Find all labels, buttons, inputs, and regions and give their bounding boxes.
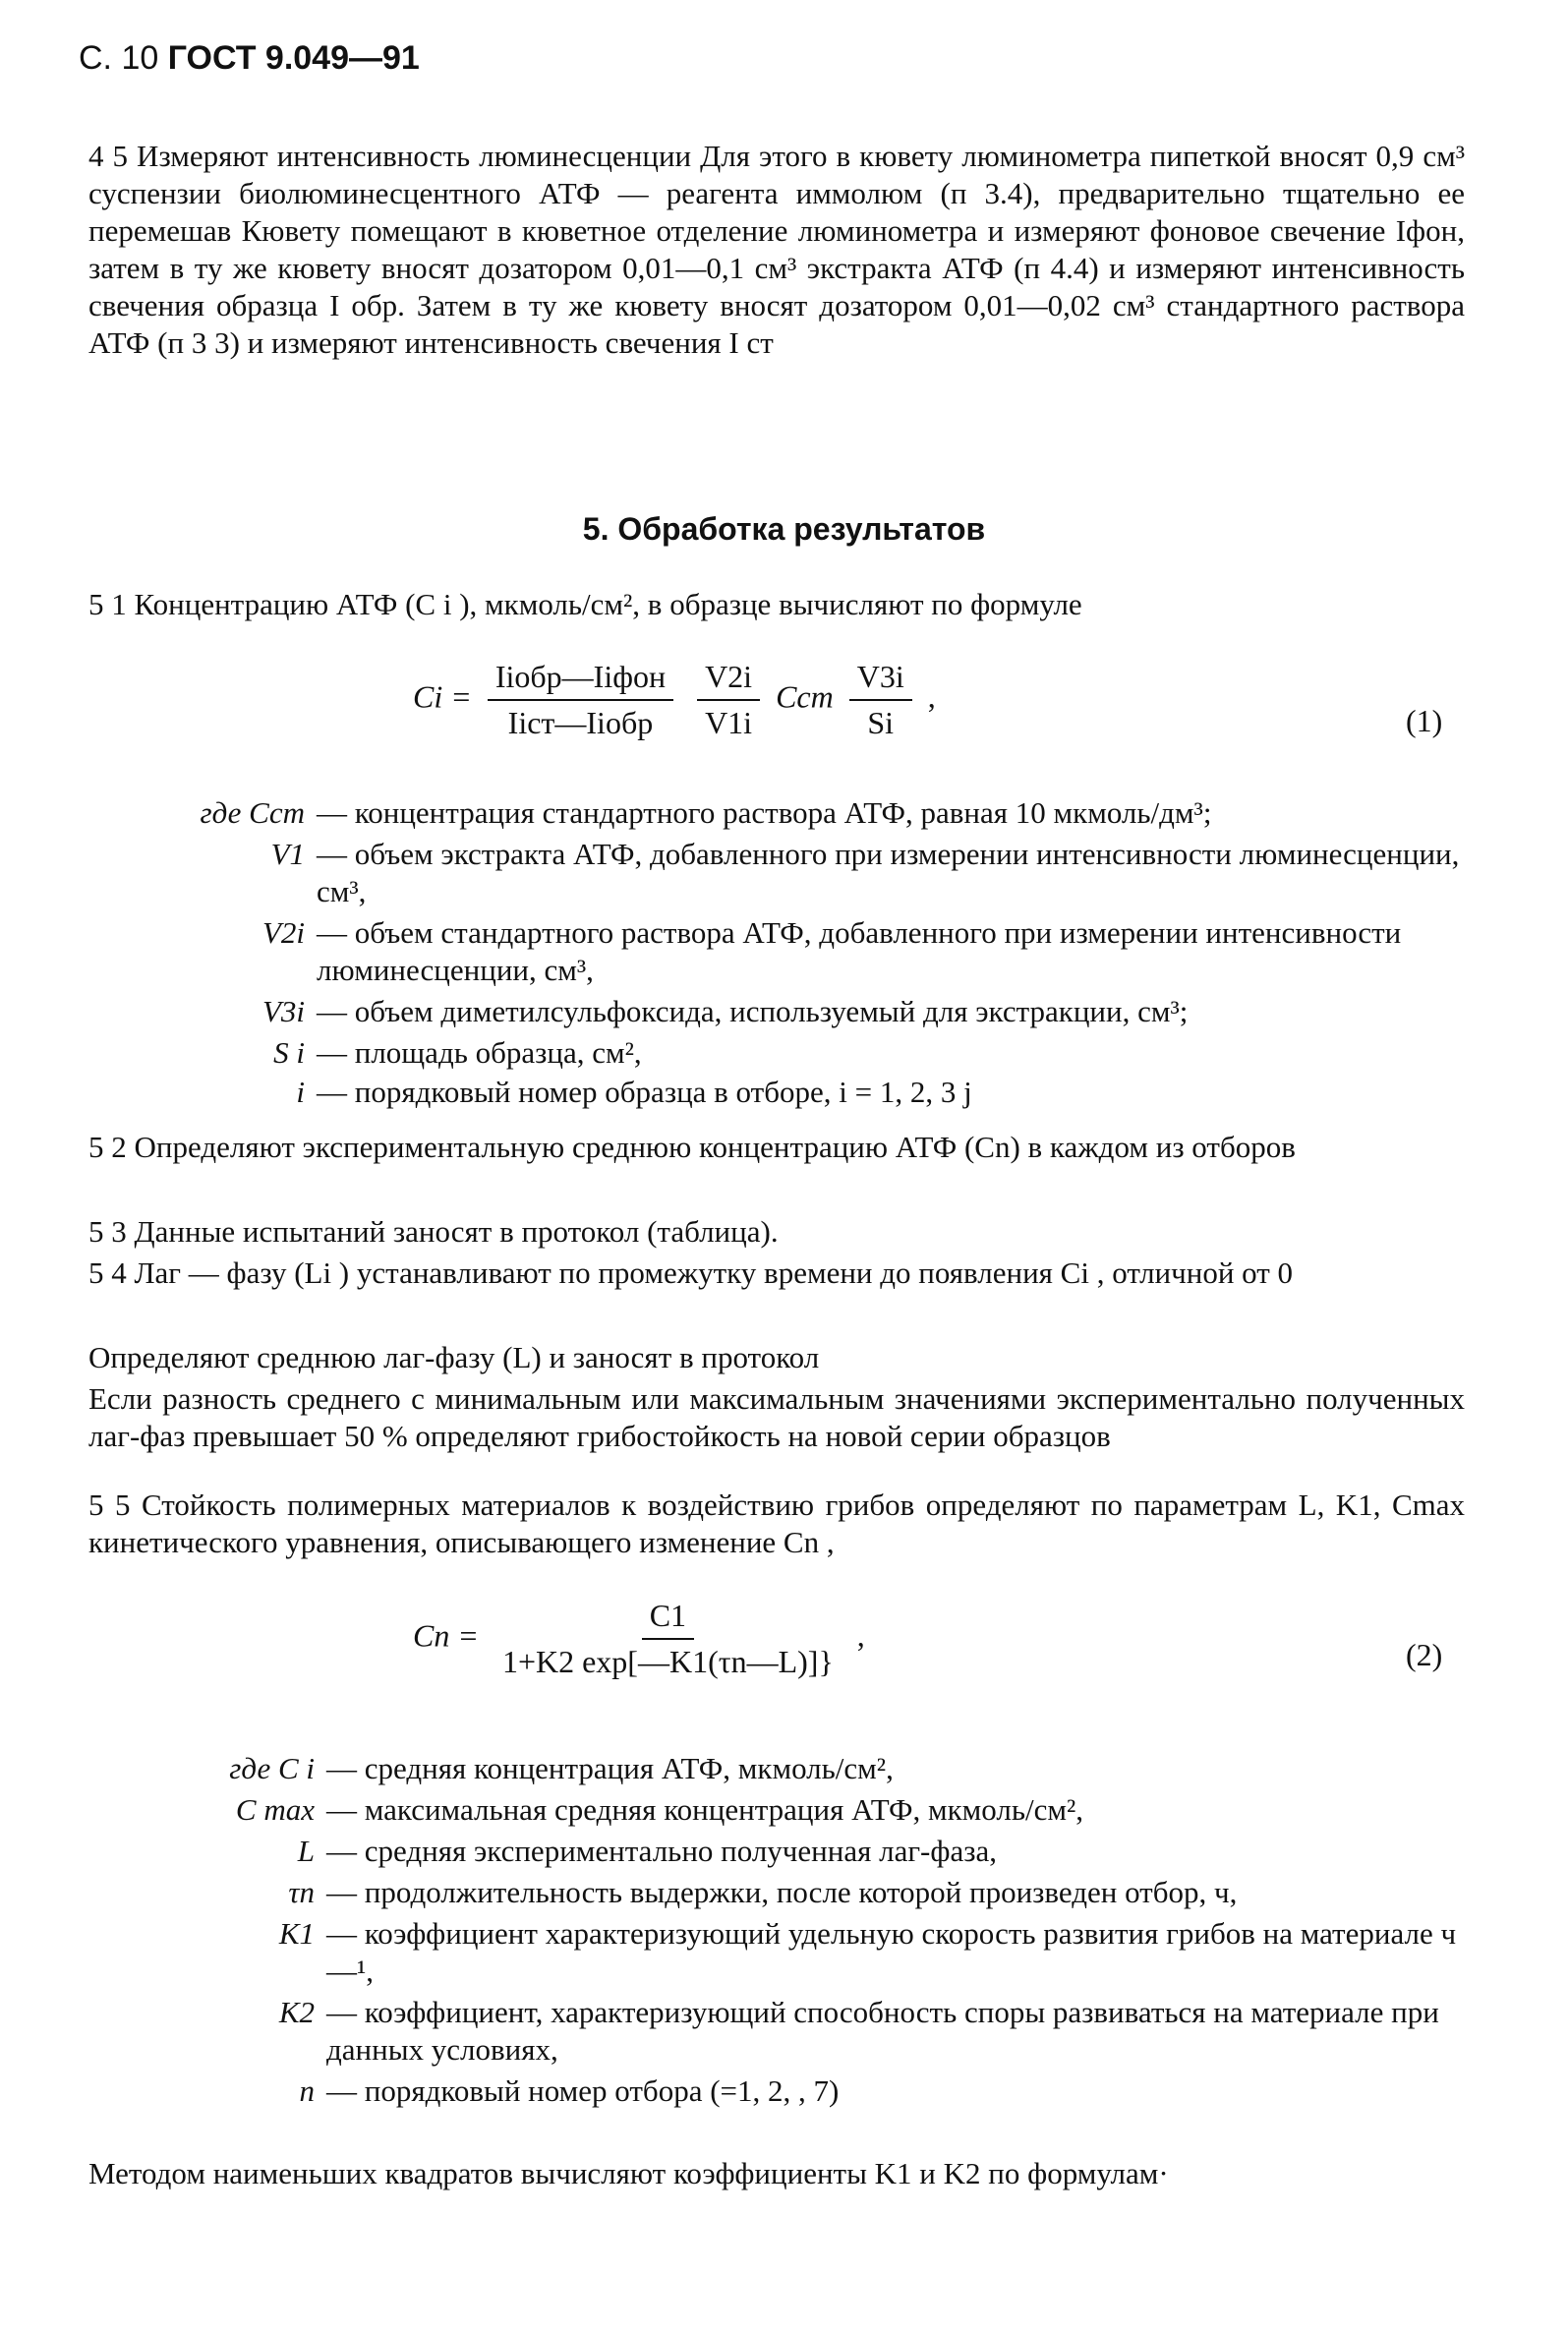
paragraph-5-1: 5 1 Концентрацию АТФ (C i ), мкмоль/см², в образце вычисляют по формуле: [88, 587, 1082, 621]
definition-text: — продолжительность выдержки, после которой произведен отбор, ч,: [326, 1875, 1238, 1909]
paragraph-5-4b: Определяют среднюю лаг-фазу (L) и заносят в протокол: [88, 1340, 820, 1374]
definition-symbol: n: [299, 2073, 315, 2108]
formula-1-tail: ,: [927, 678, 936, 715]
formula-1-den1: Iiст—Iiобр: [507, 705, 654, 740]
definition-symbol: V2i: [261, 915, 305, 950]
definition-symbol: V1: [270, 837, 305, 871]
formula-1-lhs: Ci =: [413, 678, 472, 715]
definition-symbol: i: [296, 1075, 305, 1109]
formula-1-mid: Cст: [776, 678, 834, 715]
paragraph-5-4c: Если разность среднего с минимальным или максимальным значениями экспериментально полученных лаг-фаз превышает 50 % определяют грибостойкость на новой серии образцов: [88, 1381, 1465, 1453]
definition-symbol: L: [297, 1834, 315, 1868]
formula-1-fraction-1: [488, 659, 673, 741]
definition-text: — порядковый номер образца в отборе, i = 1, 2, 3 ј: [317, 1075, 972, 1109]
formula-2-den: 1+K2 exp[—K1(τn—L)]}: [501, 1644, 834, 1679]
paragraph-5-3: 5 3 Данные испытаний заносят в протокол (таблица).: [88, 1214, 779, 1249]
definition-symbol: где Cст: [200, 795, 305, 830]
definition-text: — порядковый номер отбора (=1, 2, , 7): [326, 2073, 840, 2108]
formula-2: [413, 1598, 865, 1680]
definition-text: — средняя экспериментально полученная лаг-фаза,: [326, 1834, 997, 1868]
definition-text: — объем стандартного раствора АТФ, добавленного при измерении интенсивности люминесценции, см³,: [317, 915, 1402, 987]
formula-2-number: (2): [1406, 1637, 1443, 1672]
definition-symbol: S i: [273, 1035, 305, 1070]
formula-2-tail: ,: [856, 1617, 865, 1654]
paragraph-closing: Методом наименьших квадратов вычисляют коэффициенты K1 и K2 по формулам·: [88, 2156, 1169, 2190]
formula-1-den3: Si: [867, 705, 895, 740]
formula-1-num2: V2i: [697, 659, 760, 701]
definition-symbol: K1: [278, 1916, 315, 1951]
paragraph-5-5: 5 5 Стойкость полимерных материалов к воздействию грибов определяют по параметрам L, K1, Cmax кинетического уравнения, описывающего изменение Cn ,: [88, 1488, 1465, 1559]
formula-1-den2: V1i: [705, 705, 753, 740]
formula-1-number: (1): [1406, 703, 1443, 738]
section-title: 5. Обработка результатов: [582, 511, 986, 547]
definition-text: — площадь образца, см²,: [317, 1035, 642, 1070]
definition-text: — средняя концентрация АТФ, мкмоль/см²,: [326, 1751, 894, 1785]
formula-2-num: C1: [642, 1598, 694, 1640]
definition-symbol: C max: [235, 1792, 315, 1827]
definition-text: — объем экстракта АТФ, добавленного при измерении интенсивности люминесценции, см³,: [317, 837, 1460, 908]
definition-symbol: где C i: [229, 1751, 315, 1785]
paragraph-5-2: 5 2 Определяют экспериментальную среднюю концентрацию АТФ (Cn) в каждом из отборов: [88, 1130, 1296, 1164]
page-header: [79, 39, 420, 78]
formula-1: [413, 659, 936, 741]
definition-text: — коэффициент, характеризующий способность споры развиваться на материале при данных условиях,: [326, 1995, 1439, 2067]
definition-text: — концентрация стандартного раствора АТФ, равная 10 мкмоль/дм³;: [317, 795, 1212, 830]
formula-1-num3: V3i: [849, 659, 912, 701]
formula-1-num1: Iiобр—Iiфон: [488, 659, 673, 701]
definition-symbol: τn: [288, 1875, 315, 1909]
formula-2-lhs: Cn =: [413, 1617, 479, 1654]
definition-text: — максимальная средняя концентрация АТФ, мкмоль/см²,: [326, 1792, 1084, 1827]
standard-code: ГОСТ 9.049—91: [167, 39, 420, 77]
formula-1-fraction-3: [849, 659, 912, 741]
formula-2-fraction: [494, 1598, 842, 1680]
page-number: С. 10: [79, 39, 159, 77]
definition-text: — коэффициент характеризующий удельную скорость развития грибов на материале ч—¹,: [326, 1916, 1457, 1988]
formula-1-fraction-2: [697, 659, 760, 741]
definition-text: — объем диметилсульфоксида, используемый для экстракции, см³;: [317, 994, 1189, 1028]
paragraph-5-4a: 5 4 Лаг — фазу (Li ) устанавливают по промежутку времени до появления Ci , отличной от 0: [88, 1255, 1294, 1290]
definition-symbol: K2: [278, 1995, 315, 2029]
paragraph-4-5: 4 5 Измеряют интенсивность люминесценции Для этого в кювету люминометра пипеткой вносят 0,9 см³ суспензии биолюминесцентного АТФ — реагента иммолюм (п 3.4), предварительно тщательно ее перемешав Кювету помещают в кюветное отделение люминометра и измеряют фоновое свечение Iфон, затем в ту же кювету вносят дозатором 0,01—0,1 см³ экстракта АТФ (п 4.4) и измеряют интенсивность свечения образца I обр. Затем в ту же кювету вносят дозатором 0,01—0,02 см³ стандартного раствора АТФ (п 3 3) и измеряют интенсивность свечения I ст: [88, 139, 1465, 360]
definition-symbol: V3i: [261, 994, 305, 1028]
